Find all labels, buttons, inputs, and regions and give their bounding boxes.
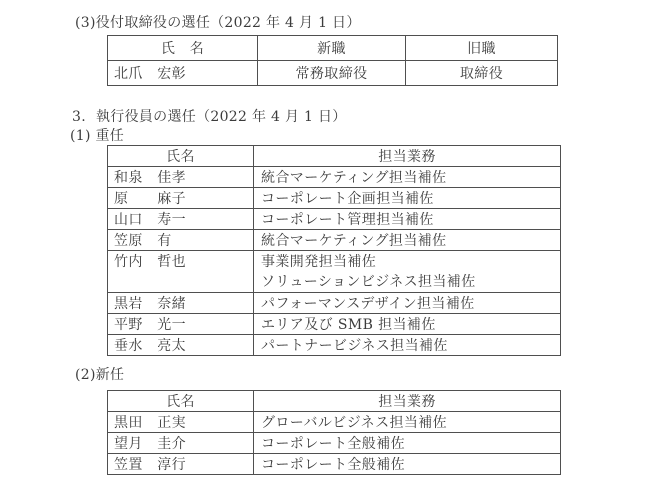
reappointed-table-header-row <box>108 146 561 167</box>
table-row <box>108 314 561 335</box>
directors-table-header-row <box>108 36 558 61</box>
table-row <box>108 335 561 356</box>
name-cell: 黒田 正実 <box>108 412 254 433</box>
name-cell: 望月 圭介 <box>108 433 254 454</box>
duty-cell: 統合マーケティング担当補佐 <box>254 230 561 251</box>
duty-cell: エリア及び SMB 担当補佐 <box>254 314 561 335</box>
new-table-header-row <box>108 391 561 412</box>
header-cell-duty: 担当業務 <box>254 146 561 167</box>
table-row <box>108 251 561 293</box>
table-row <box>108 412 561 433</box>
name-cell: 垂水 亮太 <box>108 335 254 356</box>
name-cell: 北爪 宏彰 <box>108 61 258 86</box>
table-row <box>108 230 561 251</box>
duty-cell: パフォーマンスデザイン担当補佐 <box>254 293 561 314</box>
header-cell-old-post: 旧職 <box>406 36 558 61</box>
table-row <box>108 167 561 188</box>
table-row <box>108 188 561 209</box>
duty-cell: グローバルビジネス担当補佐 <box>254 412 561 433</box>
reappointed-table <box>107 145 561 356</box>
table-row <box>108 209 561 230</box>
table-row <box>108 61 558 86</box>
section-directors-heading: (3)役付取締役の選任（2022 年 4 月 1 日） <box>75 15 361 31</box>
duty-cell: コーポレート全般補佐 <box>254 433 561 454</box>
name-cell: 黒岩 奈緒 <box>108 293 254 314</box>
name-cell: 原 麻子 <box>108 188 254 209</box>
table-row <box>108 454 561 475</box>
header-cell-name: 氏名 <box>108 146 254 167</box>
table-row <box>108 433 561 454</box>
subsection-new-heading: (2)新任 <box>75 367 125 383</box>
duty-cell: パートナービジネス担当補佐 <box>254 335 561 356</box>
new-post-cell: 常務取締役 <box>258 61 406 86</box>
section-number: 3. <box>72 109 86 125</box>
section-title: 執行役員の選任（2022 年 4 月 1 日） <box>95 109 347 125</box>
header-cell-name: 氏 名 <box>108 36 258 61</box>
name-cell: 笠置 淳行 <box>108 454 254 475</box>
name-cell: 和泉 佳孝 <box>108 167 254 188</box>
header-cell-duty: 担当業務 <box>254 391 561 412</box>
header-cell-new-post: 新職 <box>258 36 406 61</box>
table-row <box>108 293 561 314</box>
duty-line: ソリューションビジネス担当補佐 <box>261 274 476 290</box>
duty-cell: コーポレート全般補佐 <box>254 454 561 475</box>
new-appointment-table <box>107 390 561 475</box>
old-post-cell: 取締役 <box>406 61 558 86</box>
duty-cell: コーポレート企画担当補佐 <box>254 188 561 209</box>
subsection-reappointed-heading: (1) 重任 <box>70 128 125 144</box>
header-cell-name: 氏名 <box>108 391 254 412</box>
section-exec-heading <box>72 110 347 125</box>
name-cell: 山口 寿一 <box>108 209 254 230</box>
name-cell: 平野 光一 <box>108 314 254 335</box>
duty-cell: 統合マーケティング担当補佐 <box>254 167 561 188</box>
name-cell: 竹内 哲也 <box>108 251 254 293</box>
name-cell: 笠原 有 <box>108 230 254 251</box>
directors-table <box>107 35 558 86</box>
duty-line: 事業開発担当補佐 <box>261 254 377 270</box>
duty-cell <box>254 251 561 293</box>
duty-cell: コーポレート管理担当補佐 <box>254 209 561 230</box>
